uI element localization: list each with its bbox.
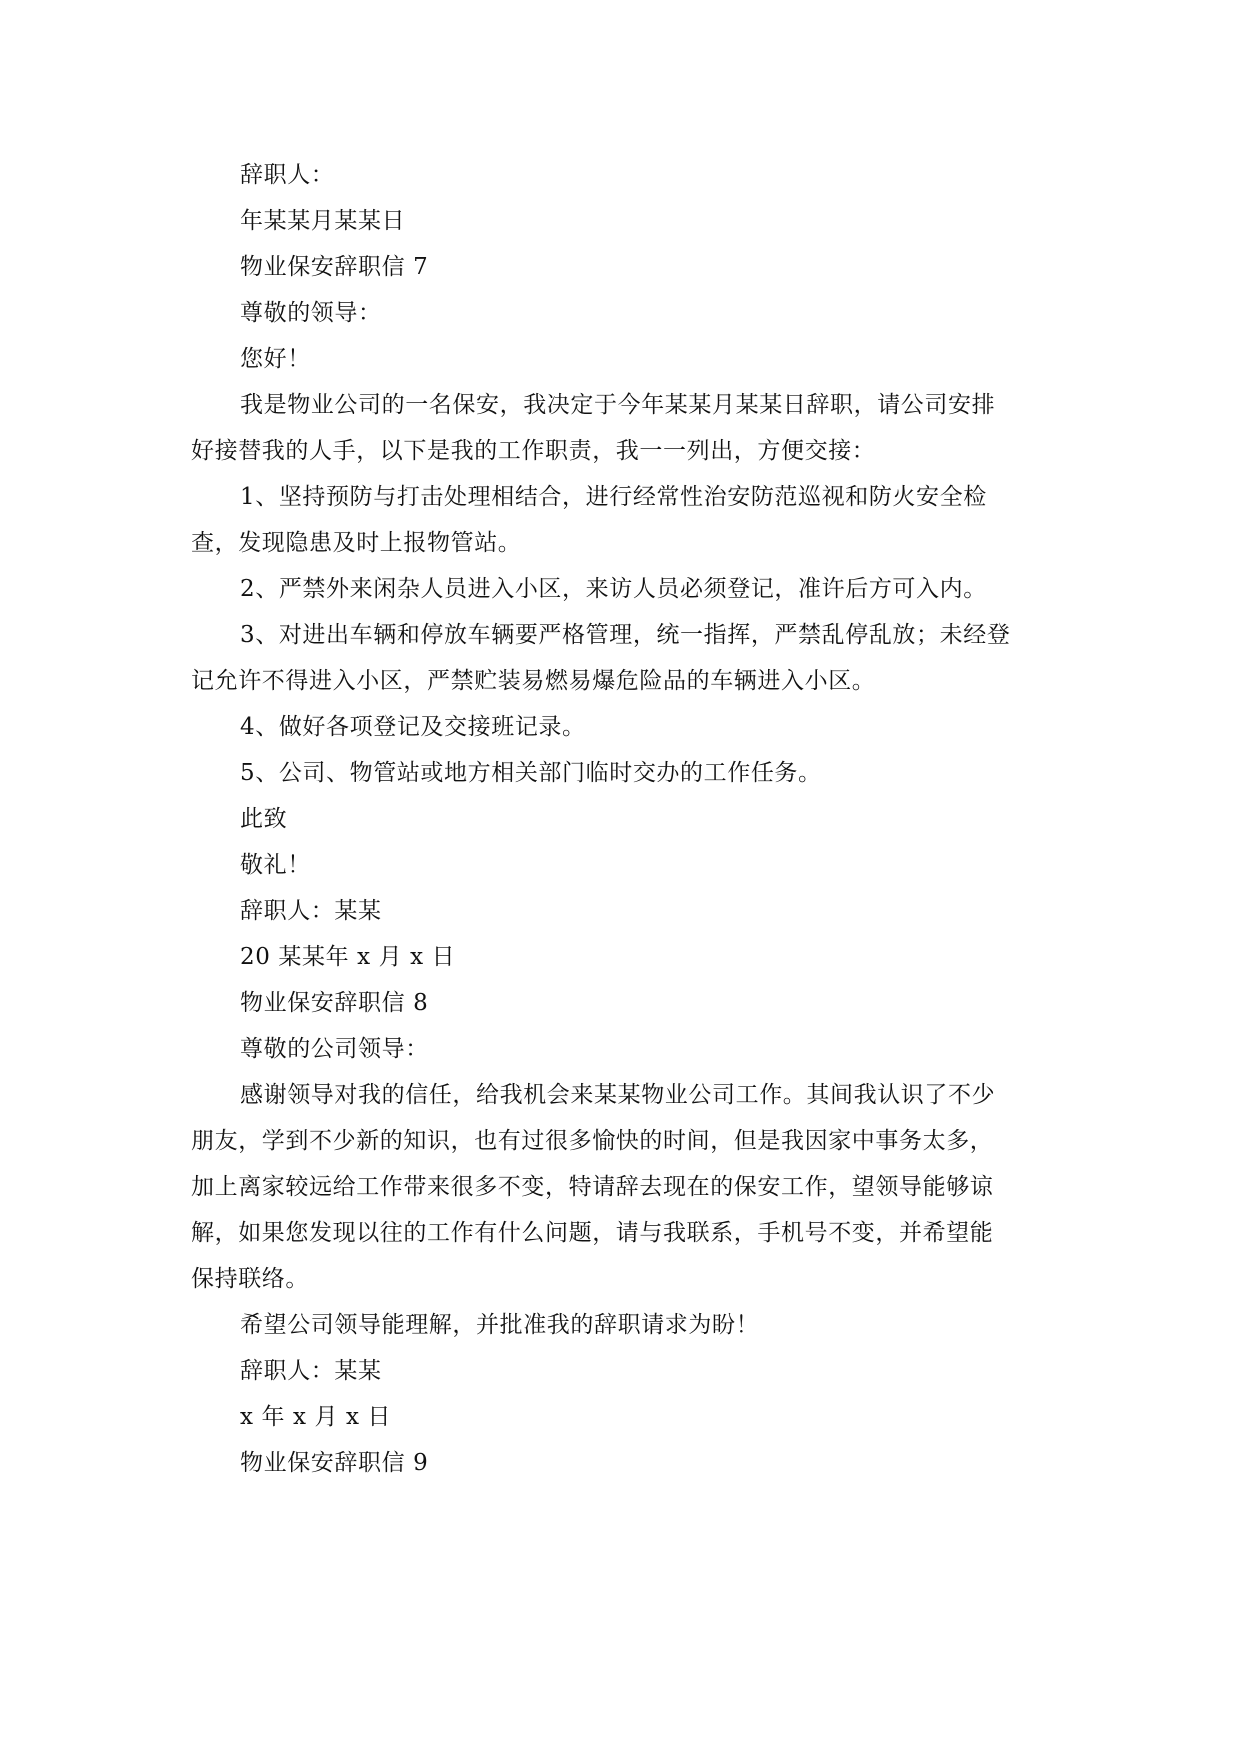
duty-item-2: 2、严禁外来闲杂人员进入小区，来访人员必须登记，准许后方可入内。 (240, 576, 987, 602)
paragraph-line: 保持联络。 (191, 1266, 309, 1292)
duty-item-1: 1、坚持预防与打击处理相结合，进行经常性治安防范巡视和防火安全检 (240, 484, 987, 510)
section-title-9: 物业保安辞职信 9 (240, 1450, 429, 1476)
paragraph-line: 加上离家较远给工作带来很多不变，特请辞去现在的保安工作，望领导能够谅 (191, 1174, 994, 1200)
date-line: 20 某某年 x 月 x 日 (240, 944, 456, 970)
duty-item-1-continued: 查，发现隐患及时上报物管站。 (191, 530, 522, 556)
date-line: 年某某月某某日 (240, 208, 406, 234)
duty-item-5: 5、公司、物管站或地方相关部门临时交办的工作任务。 (240, 760, 822, 786)
closing-salute: 敬礼！ (240, 852, 311, 878)
paragraph-line: 我是物业公司的一名保安，我决定于今年某某月某某日辞职，请公司安排 (240, 392, 996, 418)
signature-line: 辞职人：某某 (240, 898, 382, 924)
paragraph-line: 朋友，学到不少新的知识，也有过很多愉快的时间，但是我因家中事务太多， (191, 1128, 994, 1154)
signature-label-line: 辞职人： (240, 162, 335, 188)
duty-item-3-continued: 记允许不得进入小区，严禁贮装易燃易爆危险品的车辆进入小区。 (191, 668, 876, 694)
duty-item-4: 4、做好各项登记及交接班记录。 (240, 714, 586, 740)
paragraph-line: 好接替我的人手，以下是我的工作职责，我一一列出，方便交接： (191, 438, 876, 464)
paragraph-line: 感谢领导对我的信任，给我机会来某某物业公司工作。其间我认识了不少 (240, 1082, 996, 1108)
signature-line: 辞职人：某某 (240, 1358, 382, 1384)
salutation-line: 尊敬的公司领导： (240, 1036, 429, 1062)
greeting-line: 您好！ (240, 346, 311, 372)
section-title-7: 物业保安辞职信 7 (240, 254, 429, 280)
duty-item-3: 3、对进出车辆和停放车辆要严格管理，统一指挥，严禁乱停乱放；未经登 (240, 622, 1011, 648)
salutation-line: 尊敬的领导： (240, 300, 382, 326)
section-title-8: 物业保安辞职信 8 (240, 990, 429, 1016)
paragraph-line: 解，如果您发现以往的工作有什么问题，请与我联系，手机号不变，并希望能 (191, 1220, 994, 1246)
date-line: x 年 x 月 x 日 (240, 1404, 392, 1430)
closing-line: 此致 (240, 806, 288, 832)
request-line: 希望公司领导能理解，并批准我的辞职请求为盼！ (240, 1312, 760, 1338)
